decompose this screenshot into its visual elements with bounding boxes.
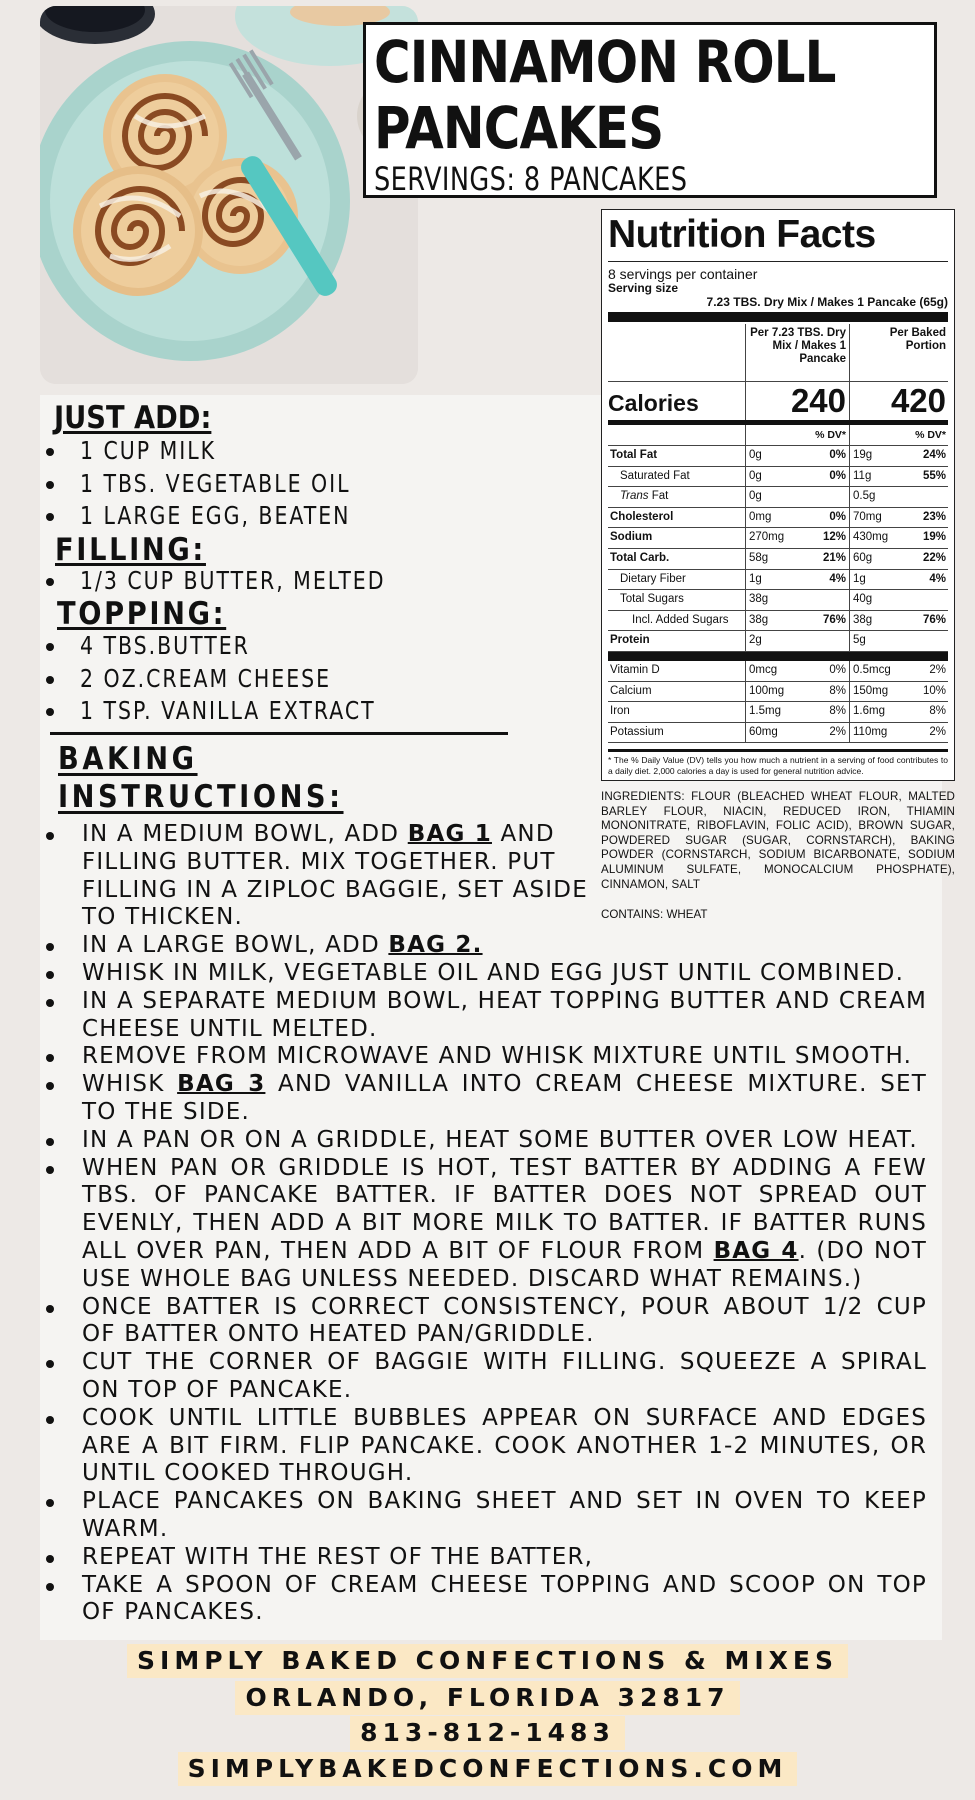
instruction-step: WHISK BAG 3 AND VANILLA INTO CREAM CHEESE MIXTURE. SET TO THE SIDE. [42, 1071, 927, 1127]
instruction-step: WHISK IN MILK, VEGETABLE OIL AND EGG JUST UNTIL COMBINED. [42, 960, 927, 988]
company-phone: 813-812-1483 [350, 1716, 625, 1750]
footer-address [0, 1681, 975, 1715]
list-item: 1 CUP MILK [40, 435, 410, 468]
nutrition-column-headers [608, 324, 948, 382]
nutrition-title: Nutrition Facts [608, 213, 948, 262]
allergen-statement: CONTAINS: WHEAT [601, 908, 708, 921]
instruction-step: PLACE PANCAKES ON BAKING SHEET AND SET IN OVEN TO KEEP WARM. [42, 1488, 927, 1544]
bag-reference: BAG 1 [407, 821, 492, 847]
nutrition-footnote: * The % Daily Value (DV) tells you how much a nutrient in a serving of food contributes to a daily diet. 2,000 calories a day is used for general nutrition advice. [608, 749, 948, 777]
instruction-step: IN A PAN OR ON A GRIDDLE, HEAT SOME BUTTER OVER LOW HEAT. [42, 1127, 927, 1155]
nutrient-row: Total Fat 0g 0% 19g 24% [608, 446, 948, 467]
nutrient-row: Total Carb. 58g 21% 60g 22% [608, 549, 948, 570]
filling-list [40, 565, 453, 598]
nutrient-row: Iron 1.5mg 8% 1.6mg 8% [608, 702, 948, 723]
filling-heading: FILLING: [55, 532, 206, 568]
list-item: 1 TBS. VEGETABLE OIL [40, 468, 410, 501]
calories-row [608, 382, 948, 425]
footer-company [0, 1644, 975, 1678]
nutrient-row: Sodium 270mg 12% 430mg 19% [608, 528, 948, 549]
footer-website [0, 1752, 975, 1786]
instruction-step: REPEAT WITH THE REST OF THE BATTER, [42, 1544, 927, 1572]
baking-heading-line2: INSTRUCTIONS: [58, 779, 344, 815]
nutrient-row: Dietary Fiber 1g 4% 1g 4% [608, 570, 948, 591]
nutrient-row: Potassium 60mg 2% 110mg 2% [608, 723, 948, 744]
nutrient-row: Saturated Fat 0g 0% 11g 55% [608, 467, 948, 488]
recipe-title-line2: PANCAKES [374, 94, 664, 162]
nutrition-thick-bar [608, 652, 948, 661]
instruction-step: IN A MEDIUM BOWL, ADD BAG 1 AND FILLING BUTTER. MIX TOGETHER. PUT FILLING IN A ZIPLOC BAGGIE, SET ASIDE TO THICKEN. [42, 821, 597, 932]
calories-dry-mix: 240 [746, 382, 850, 420]
list-item: 4 TBS.BUTTER [40, 630, 441, 663]
servings-per-container: 8 servings per container [608, 266, 758, 282]
list-item: 1 TSP. VANILLA EXTRACT [40, 695, 441, 728]
footer-phone [0, 1716, 975, 1750]
instruction-step: CUT THE CORNER OF BAGGIE WITH FILLING. SQUEEZE A SPIRAL ON TOP OF PANCAKE. [42, 1349, 927, 1405]
nutrient-row: Cholesterol 0mg 0% 70mg 23% [608, 508, 948, 529]
pancake-photo [40, 6, 418, 384]
nutrient-row: Total Sugars 38g 40g [608, 590, 948, 611]
section-divider [50, 732, 508, 735]
list-item: 1 LARGE EGG, BEATEN [40, 500, 410, 533]
column-header-baked: Per Baked Portion [889, 327, 946, 352]
topping-heading: TOPPING: [57, 596, 227, 632]
recipe-title-line1: CINNAMON ROLL [374, 28, 836, 96]
company-website[interactable]: SIMPLYBAKEDCONFECTIONS.COM [178, 1752, 798, 1786]
serving-size-label: Serving size [608, 281, 679, 295]
nutrient-rows [608, 446, 948, 652]
calories-label: Calories [608, 382, 746, 420]
calories-baked: 420 [890, 382, 946, 419]
baking-steps [42, 821, 927, 1627]
instruction-step: WHEN PAN OR GRIDDLE IS HOT, TEST BATTER BY ADDING A FEW TBS. OF PANCAKE BATTER. IF BATTER DOES NOT SPREAD OUT EVENLY, THEN ADD A BIT MORE MILK TO BATTER. IF BATTER RUNS ALL OVER PAN, THEN ADD A BIT OF FLOUR FROM BAG 4. (DO NOT USE WHOLE BAG UNLESS NEEDED. DISCARD WHAT REMAINS.) [42, 1155, 927, 1294]
instruction-step: IN A LARGE BOWL, ADD BAG 2. [42, 932, 927, 960]
instruction-step: REMOVE FROM MICROWAVE AND WHISK MIXTURE UNTIL SMOOTH. [42, 1043, 927, 1071]
nutrient-row: Protein 2g 5g [608, 631, 948, 652]
company-name: SIMPLY BAKED CONFECTIONS & MIXES [127, 1644, 848, 1678]
instruction-step: IN A SEPARATE MEDIUM BOWL, HEAT TOPPING BUTTER AND CREAM CHEESE UNTIL MELTED. [42, 988, 927, 1044]
recipe-title-box [363, 22, 937, 198]
nutrient-row: Trans Fat 0g 0.5g [608, 487, 948, 508]
instruction-step: COOK UNTIL LITTLE BUBBLES APPEAR ON SURFACE AND EDGES ARE A BIT FIRM. FLIP PANCAKE. COOK ANOTHER 1-2 MINUTES, OR UNTIL COOKED THROUGH. [42, 1405, 927, 1488]
bag-reference: BAG 4 [713, 1237, 799, 1264]
servings-label: SERVINGS: 8 PANCAKES [374, 160, 688, 198]
instruction-step: TAKE A SPOON OF CREAM CHEESE TOPPING AND SCOOP ON TOP OF PANCAKES. [42, 1572, 927, 1628]
column-header-dry-mix: Per 7.23 TBS. Dry Mix / Makes 1 Pancake [746, 324, 850, 381]
topping-list [40, 630, 441, 728]
pancake-illustration [40, 6, 418, 384]
ingredients-statement: INGREDIENTS: FLOUR (BLEACHED WHEAT FLOUR, MALTED BARLEY FLOUR, NIACIN, REDUCED IRON, THIAMIN MONONITRATE, RIBOFLAVIN, FOLIC ACID), BROWN SUGAR, POWDERED SUGAR (SUGAR, CORNSTARCH), BAKING POWDER (CORNSTARCH, SODIUM BICARBONATE, SODIUM ALUMINUM SULFATE, MONOCALCIUM PHOSPHATE), CINNAMON, SALT [601, 790, 955, 891]
nutrient-row: Calcium 100mg 8% 150mg 10% [608, 682, 948, 703]
instruction-step: ONCE BATTER IS CORRECT CONSISTENCY, POUR ABOUT 1/2 CUP OF BATTER ONTO HEATED PAN/GRIDDLE. [42, 1294, 927, 1350]
baking-heading-line1: BAKING [58, 741, 198, 777]
vitamin-rows [608, 661, 948, 743]
just-add-list [40, 435, 410, 533]
dv-header-row [608, 425, 948, 446]
nutrition-facts-label [601, 209, 955, 781]
serving-size-value: 7.23 TBS. Dry Mix / Makes 1 Pancake (65g) [706, 295, 948, 309]
just-add-heading: JUST ADD: [54, 400, 212, 436]
dv-header: % DV* [915, 429, 946, 441]
nutrient-row: Incl. Added Sugars 38g 76% 38g 76% [608, 611, 948, 632]
company-address: ORLANDO, FLORIDA 32817 [235, 1681, 739, 1715]
nutrient-row: Vitamin D 0mcg 0% 0.5mcg 2% [608, 661, 948, 682]
bag-reference: BAG 2. [388, 932, 483, 959]
dv-header: % DV* [746, 425, 850, 445]
list-item: 2 OZ.CREAM CHEESE [40, 663, 441, 696]
bag-reference: BAG 3 [177, 1071, 266, 1098]
nutrition-thick-bar [608, 312, 948, 322]
list-item: 1/3 CUP BUTTER, MELTED [40, 565, 453, 598]
